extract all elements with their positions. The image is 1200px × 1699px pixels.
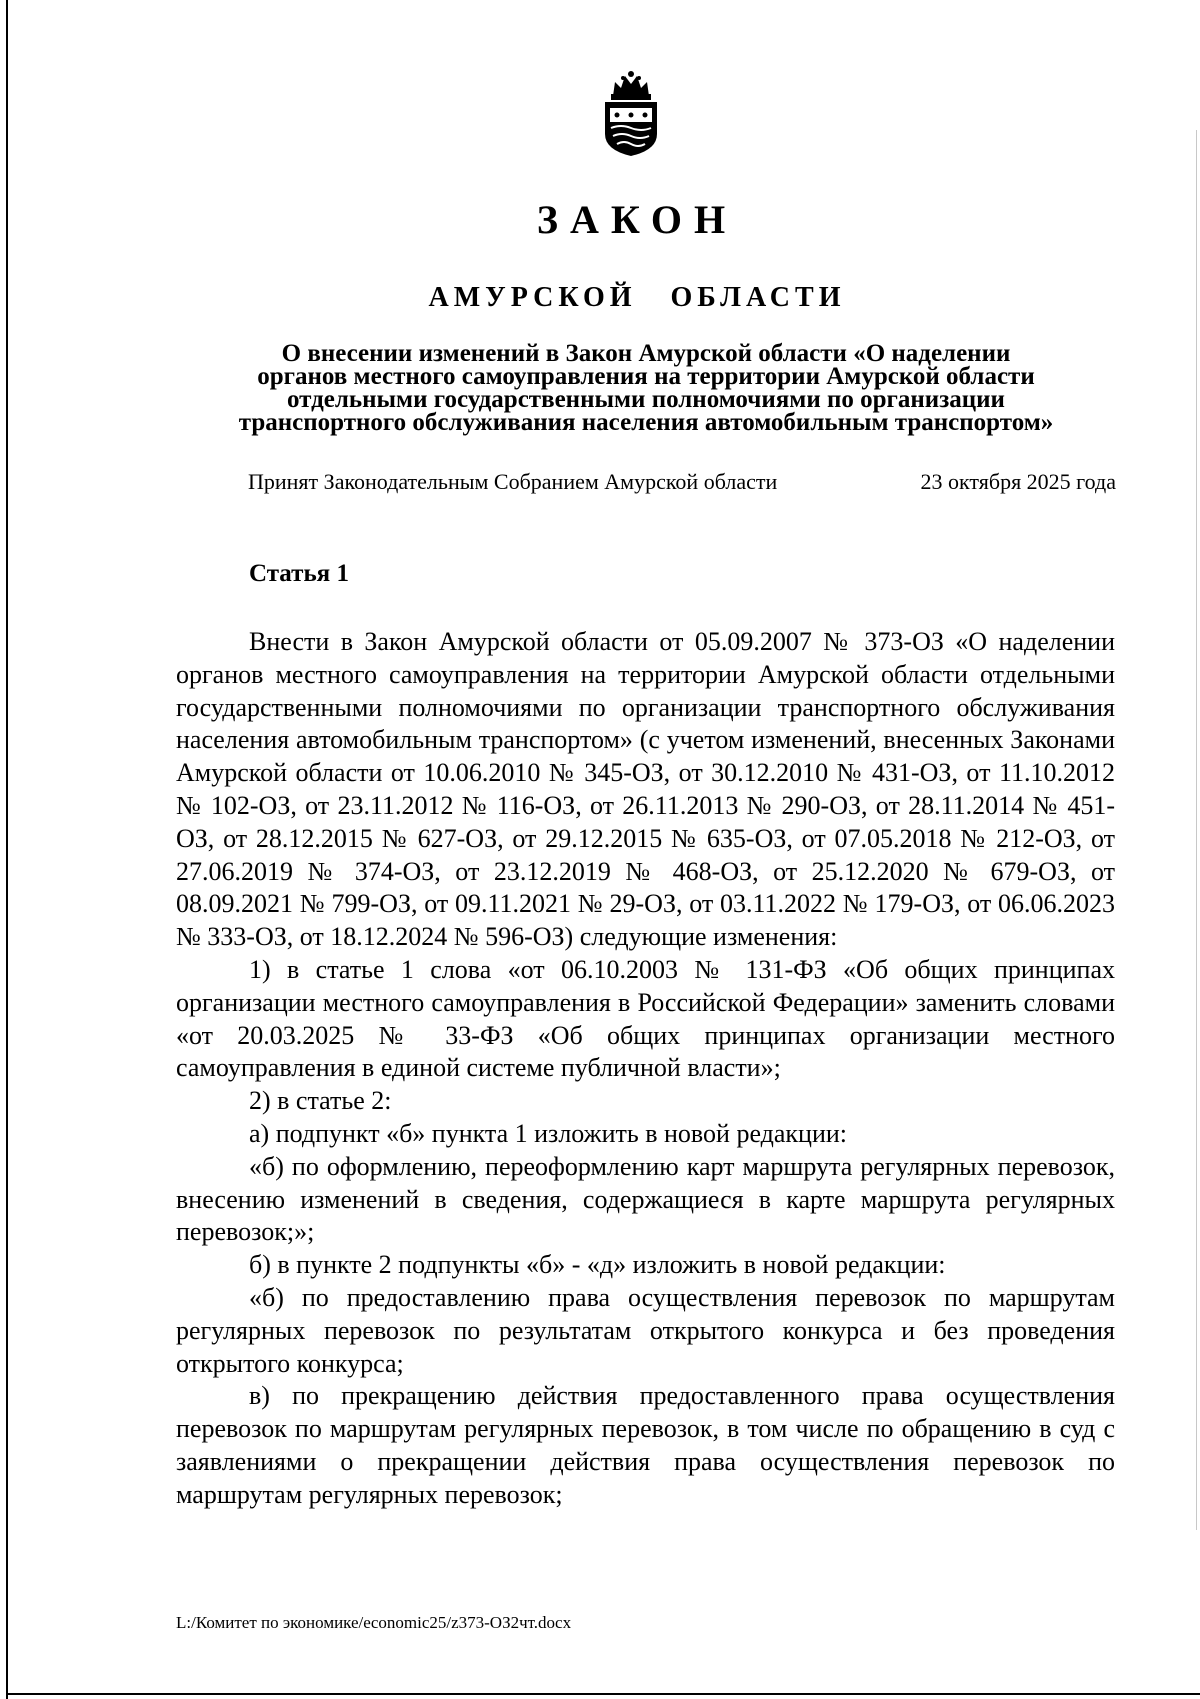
adopted-date: 23 октября 2025 года — [920, 469, 1116, 494]
scan-border-left — [6, 0, 8, 1699]
article-paragraph: «б) по оформлению, переоформлению карт маршрута регулярных перевозок, внесению изменений в сведения, содержащиеся в карте маршрута регулярных перевозок;»; — [176, 1151, 1115, 1247]
law-title: ЗАКОН — [536, 197, 738, 242]
subject-line: органов местного самоуправления на территории Амурской области — [257, 363, 1035, 390]
subject-line: О внесении изменений в Закон Амурской области «О наделении — [281, 340, 1011, 367]
amur-oblast-coat-of-arms-icon — [601, 68, 661, 158]
subject-line: транспортного обслуживания населения автомобильным транспортом» — [238, 409, 1054, 436]
file-path-footer: L:/Комитет по экономике/economic25/z373-ОЗ2чт.docx — [176, 1613, 572, 1632]
scan-border-bottom — [6, 1693, 1200, 1695]
article-paragraph: 2) в статье 2: — [249, 1086, 392, 1116]
article-body — [176, 626, 1115, 1512]
article-heading: Статья 1 — [249, 560, 349, 587]
article-paragraph: 1) в статье 1 слова «от 06.10.2003 № 131-ФЗ «Об общих принципах организации местного самоуправления в Российской Федерации» заменить словами «от 20.03.2025 № 33-ФЗ «Об общих принципах организации местного самоуправления в единой системе публичной власти»; — [176, 954, 1115, 1083]
law-subject — [176, 342, 1116, 434]
region-title: АМУРСКОЙ ОБЛАСТИ — [428, 282, 846, 313]
article-paragraph: «б) по предоставлению права осуществления перевозок по маршрутам регулярных перевозок по результатам открытого конкурса и без проведения открытого конкурса; — [176, 1282, 1115, 1378]
adopted-by: Принят Законодательным Собранием Амурской области — [248, 469, 778, 494]
article-paragraph: Внести в Закон Амурской области от 05.09.2007 № 373-ОЗ «О наделении органов местного самоуправления на территории Амурской области отдельными государственными полномочиями по организации транспортного обслуживания населения автомобильным транспортом» (с учетом изменений, внесенных Законами Амурской области от 10.06.2010 № 345-ОЗ, от 30.12.2010 № 431-ОЗ, от 11.10.2012 № 102-ОЗ, от 23.11.2012 № 116-ОЗ, от 26.11.2013 № 290-ОЗ, от 28.11.2014 № 451-ОЗ, от 28.12.2015 № 627-ОЗ, от 29.12.2015 № 635-ОЗ, от 07.05.2018 № 212-ОЗ, от 27.06.2019 № 374-ОЗ, от 23.12.2019 № 468-ОЗ, от 25.12.2020 № 679-ОЗ, от 08.09.2021 № 799-ОЗ, от 09.11.2021 № 29-ОЗ, от 03.11.2022 № 179-ОЗ, от 06.06.2023 № 333-ОЗ, от 18.12.2024 № 596-ОЗ) следующие изменения: — [176, 627, 1115, 952]
article-paragraph: б) в пункте 2 подпункты «б» - «д» изложить в новой редакции: — [249, 1250, 946, 1280]
article-paragraph: а) подпункт «б» пункта 1 изложить в новой редакции: — [249, 1118, 848, 1148]
adoption-line — [248, 468, 1116, 496]
article-paragraph: в) по прекращению действия предоставленного права осуществления перевозок по маршрутам регулярных перевозок, в том числе по обращению в суд с заявлениями о прекращении действия права осуществления перевозок по маршрутам регулярных перевозок; — [176, 1381, 1115, 1509]
subject-line: отдельными государственными полномочиями по организации — [287, 386, 1005, 413]
scan-border-right — [1196, 130, 1197, 1530]
